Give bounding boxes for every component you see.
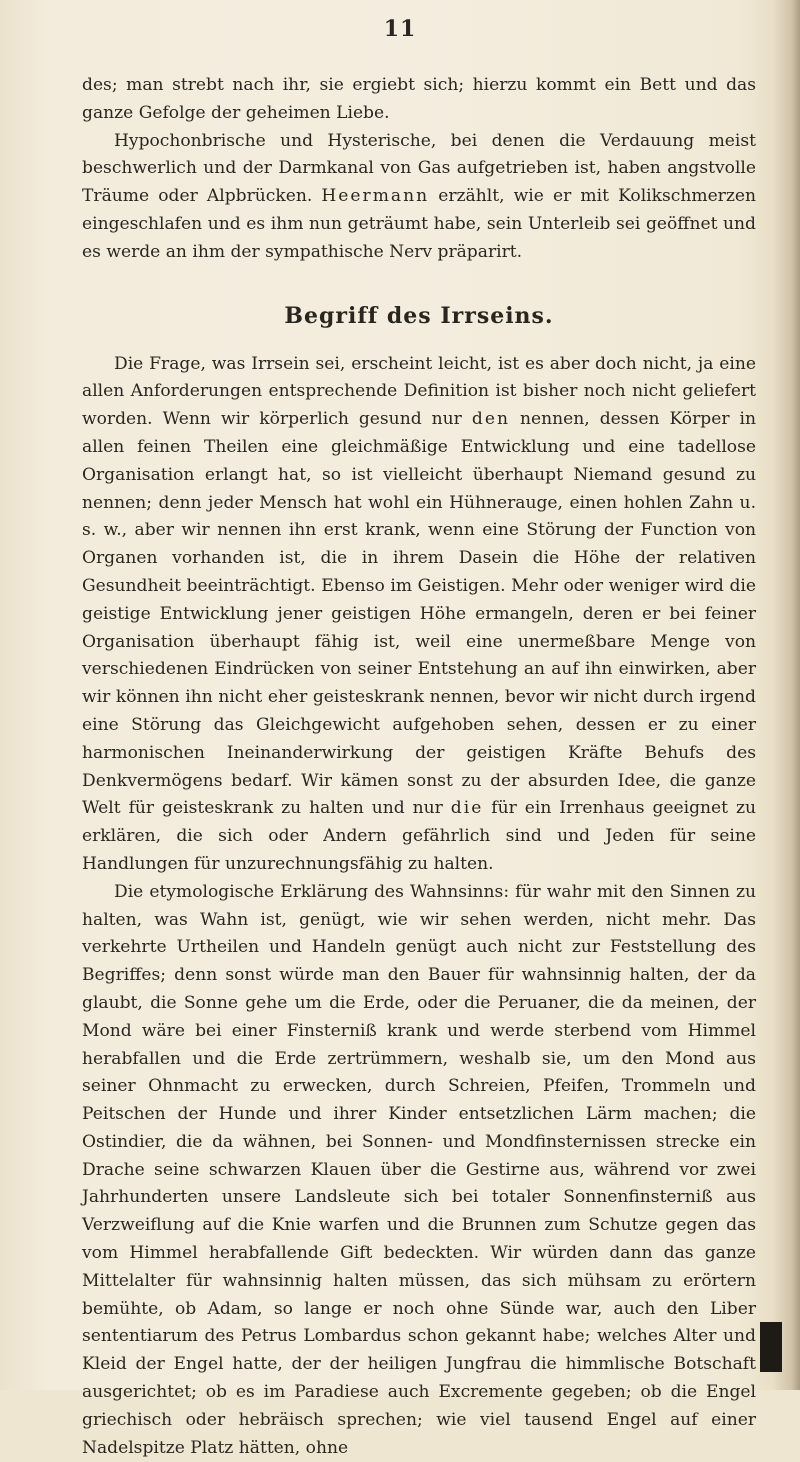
page-number: 11 [383, 16, 417, 42]
text-run: Hypochonbrische und Hysterische, bei denen die Verdauung meist beschwerlich und der Darmkanal von Gas aufgetrieben ist, haben angstvolle Träume oder Alpbrücken. [82, 130, 756, 207]
scan-edge-mark [760, 1322, 782, 1372]
text-run: nennen, dessen Körper in allen feinen Theilen eine gleichmäßige Entwicklung und eine tadellose Organisation erlangt hat, so ist vielleicht überhaupt Niemand gesund zu nennen; denn jeder Mensch hat wohl ein Hühnerauge, einen hohlen Zahn u. s. w., aber wir nennen ihn erst krank, wenn eine Störung der Function von Organen vorhanden ist, die in ihrem Dasein die Höhe der relativen Gesundheit beeinträchtigt. Ebenso im Geistigen. Mehr oder weniger wird die geistige Entwicklung jener geistigen Höhe ermangeln, deren er bei feiner Organisation überhaupt fähig ist, weil eine unermeßbare Menge von verschiedenen Eindrücken von seiner Entstehung an auf ihn einwirken, aber wir können ihn nicht eher geisteskrank nennen, bevor wir nicht durch irgend eine Störung das Gleichgewicht aufgehoben sehen, dessen er zu einer harmonischen Ineinanderwirkung der geistigen Kräfte Behufs des Denkvermögens bedarf. Wir kämen sonst zu der absurden Idee, die ganze Welt für geisteskrank zu halten und nur [82, 409, 756, 819]
text-run: Die Frage, was Irrsein sei, erscheint leicht, ist es aber doch nicht, ja eine allen Anforderungen entsprechende Definition ist bisher noch nicht geliefert worden. Wenn wir körperlich gesund nur [82, 353, 756, 430]
paragraph-3 [82, 351, 756, 879]
emphasized-name: Heermann [321, 186, 430, 207]
paragraph-4 [82, 879, 756, 1462]
paragraph-2 [82, 128, 756, 267]
text-run: erzählt, wie er mit Kolikschmerzen eingeschlafen und es ihm nun geträumt habe, sein Unterleib sei geöffnet und es werde an ihm der sympathische Nerv präparirt. [82, 186, 756, 262]
section-heading: Begriff des Irrseins. [284, 302, 554, 329]
text-run: des; man strebt nach ihr, sie ergiebt sich; hierzu kommt ein Bett und das ganze Gefolge der geheimen Liebe. [82, 75, 756, 123]
text-run: für ein Irrenhaus geeignet zu erklären, die sich oder Andern gefährlich sind und Jeden für seine Handlungen für unzurechnungsfähig zu halten. [82, 798, 757, 874]
body-text [82, 72, 756, 1462]
text-run: Die etymologische Erklärung des Wahnsinns: für wahr mit den Sinnen zu halten, was Wahn ist, genügt, wie wir sehen werden, nicht mehr. Das verkehrte Urtheilen und Handeln genügt auch nicht zur Feststellung des Begriffes; denn sonst würde man den Bauer für wahnsinnig halten, der da glaubt, die Sonne gehe um die Erde, oder die Peruaner, die da meinen, der Mond wäre bei einer Finsterniß krank und werde sterbend vom Himmel herabfallen und die Erde zertrümmern, weshalb sie, um den Mond aus seiner Ohnmacht zu erwecken, durch Schreien, Pfeifen, Trommeln und Peitschen der Hunde und ihrer Kinder entsetzlichen Lärm machen; die Ostindier, die da wähnen, bei Sonnen- und Mondfinsternissen strecke ein Drache seine schwarzen Klauen über die Gestirne aus, während vor zwei Jahrhunderten unsere Landsleute sich bei totaler Sonnenfinsterniß aus Verzweiflung auf die Knie warfen und die Brunnen zum Schutze gegen das vom Himmel herabfallende Gift bedeckten. Wir würden dann das ganze Mittelalter für wahnsinnig halten müssen, das sich mühsam zu erörtern bemühte, ob Adam, so lange er noch ohne Sünde war, auch den Liber sententiarum des Petrus Lombardus schon gekannt habe; welches Alter und Kleid der Engel hatte, der der heiligen Jungfrau die himmlische Botschaft ausgerichtet; ob es im Paradiese auch Excremente gegeben; ob die Engel griechisch oder hebräisch sprechen; wie viel tausend Engel auf einer Nadelspitze Platz hätten, ohne [82, 881, 756, 1458]
page-edge-shadow [772, 0, 800, 1390]
paragraph-1 [82, 72, 756, 128]
emphasized-name: die [450, 798, 484, 819]
emphasized-name: den [471, 409, 510, 430]
